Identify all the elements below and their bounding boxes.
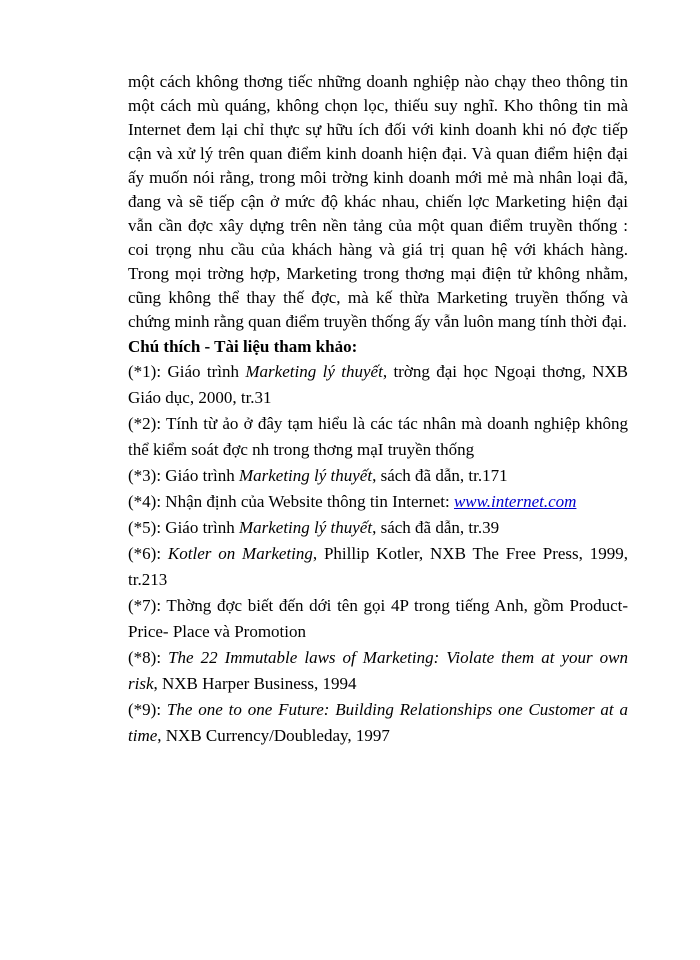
notes-heading: Chú thích - Tài liệu tham khảo: [128,337,358,356]
note-8-title: The 22 Immutable laws of Marketing: Violate them at your own risk [128,648,628,693]
document-page [128,70,628,749]
note-7: (*7): Thờng đợc biết đến dới tên gọi 4P trong tiếng Anh, gồm Product- Price- Place và Promotion [128,596,628,641]
note-6: (*6): Kotler on Marketing, Phillip Kotler, NXB The Free Press, 1999, tr.213 [128,544,629,589]
note-9: (*9): The one to one Future: Building Relationships one Customer at a time, NXB Currency/Doubleday, 1997 [128,700,629,745]
internet-link[interactable]: www.internet.com [453,492,577,511]
note-9-title: The one to one Future: Building Relationships one Customer at a time [128,700,629,745]
note-5-title: Marketing lý thuyết [238,518,373,537]
note-6-title: Kotler on Marketing [167,544,313,563]
body-paragraph: một cách không thơng tiếc những doanh nghiệp nào chạy theo thông tin một cách mù quáng, không chọn lọc, thiếu suy nghĩ. Kho thông tin mà Internet đem lại chỉ thực sự hữu ích đối với kinh doanh khi nó đợc tiếp cận và xử lý trên quan điểm kinh doanh hiện đại. Và quan điểm hiện đại ấy muốn nói rằng, trong môi trờng kinh doanh mới mẻ mà nhân loại đã, đang và sẽ tiếp cận ở mức độ khác nhau, chiến lợc Marketing hiện đại vẫn cần đợc xây dựng trên nền tảng của một quan điểm truyền thống : coi trọng nhu cầu của khách hàng và giá trị quan hệ với khách hàng. Trong mọi trờng hợp, Marketing trong thơng mại điện tử không nhằm, cũng không thể thay thế đợc, mà kế thừa Marketing truyền thống và chứng minh rằng quan điểm truyền thống ấy vẫn luôn mang tính thời đại. [128,72,628,331]
note-5: (*5): Giáo trình Marketing lý thuyết, sách đã dẫn, tr.39 [128,518,500,537]
note-8: (*8): The 22 Immutable laws of Marketing: Violate them at your own risk, NXB Harper Business, 1994 [128,648,628,693]
note-4: (*4): Nhận định của Website thông tin Internet: www.internet.com [128,492,577,511]
note-1-title: Marketing lý thuyết [245,362,383,381]
note-1: (*1): Giáo trình Marketing lý thuyết, trờng đại học Ngoại thơng, NXB Giáo dục, 2000, tr.31 [128,362,629,407]
note-3: (*3): Giáo trình Marketing lý thuyết, sách đã dẫn, tr.171 [128,466,508,485]
note-3-title: Marketing lý thuyết [238,466,373,485]
note-2: (*2): Tính từ ảo ở đây tạm hiểu là các tác nhân mà doanh nghiệp không thể kiểm soát đợc nh trong thơng mạI truyền thống [128,414,628,459]
